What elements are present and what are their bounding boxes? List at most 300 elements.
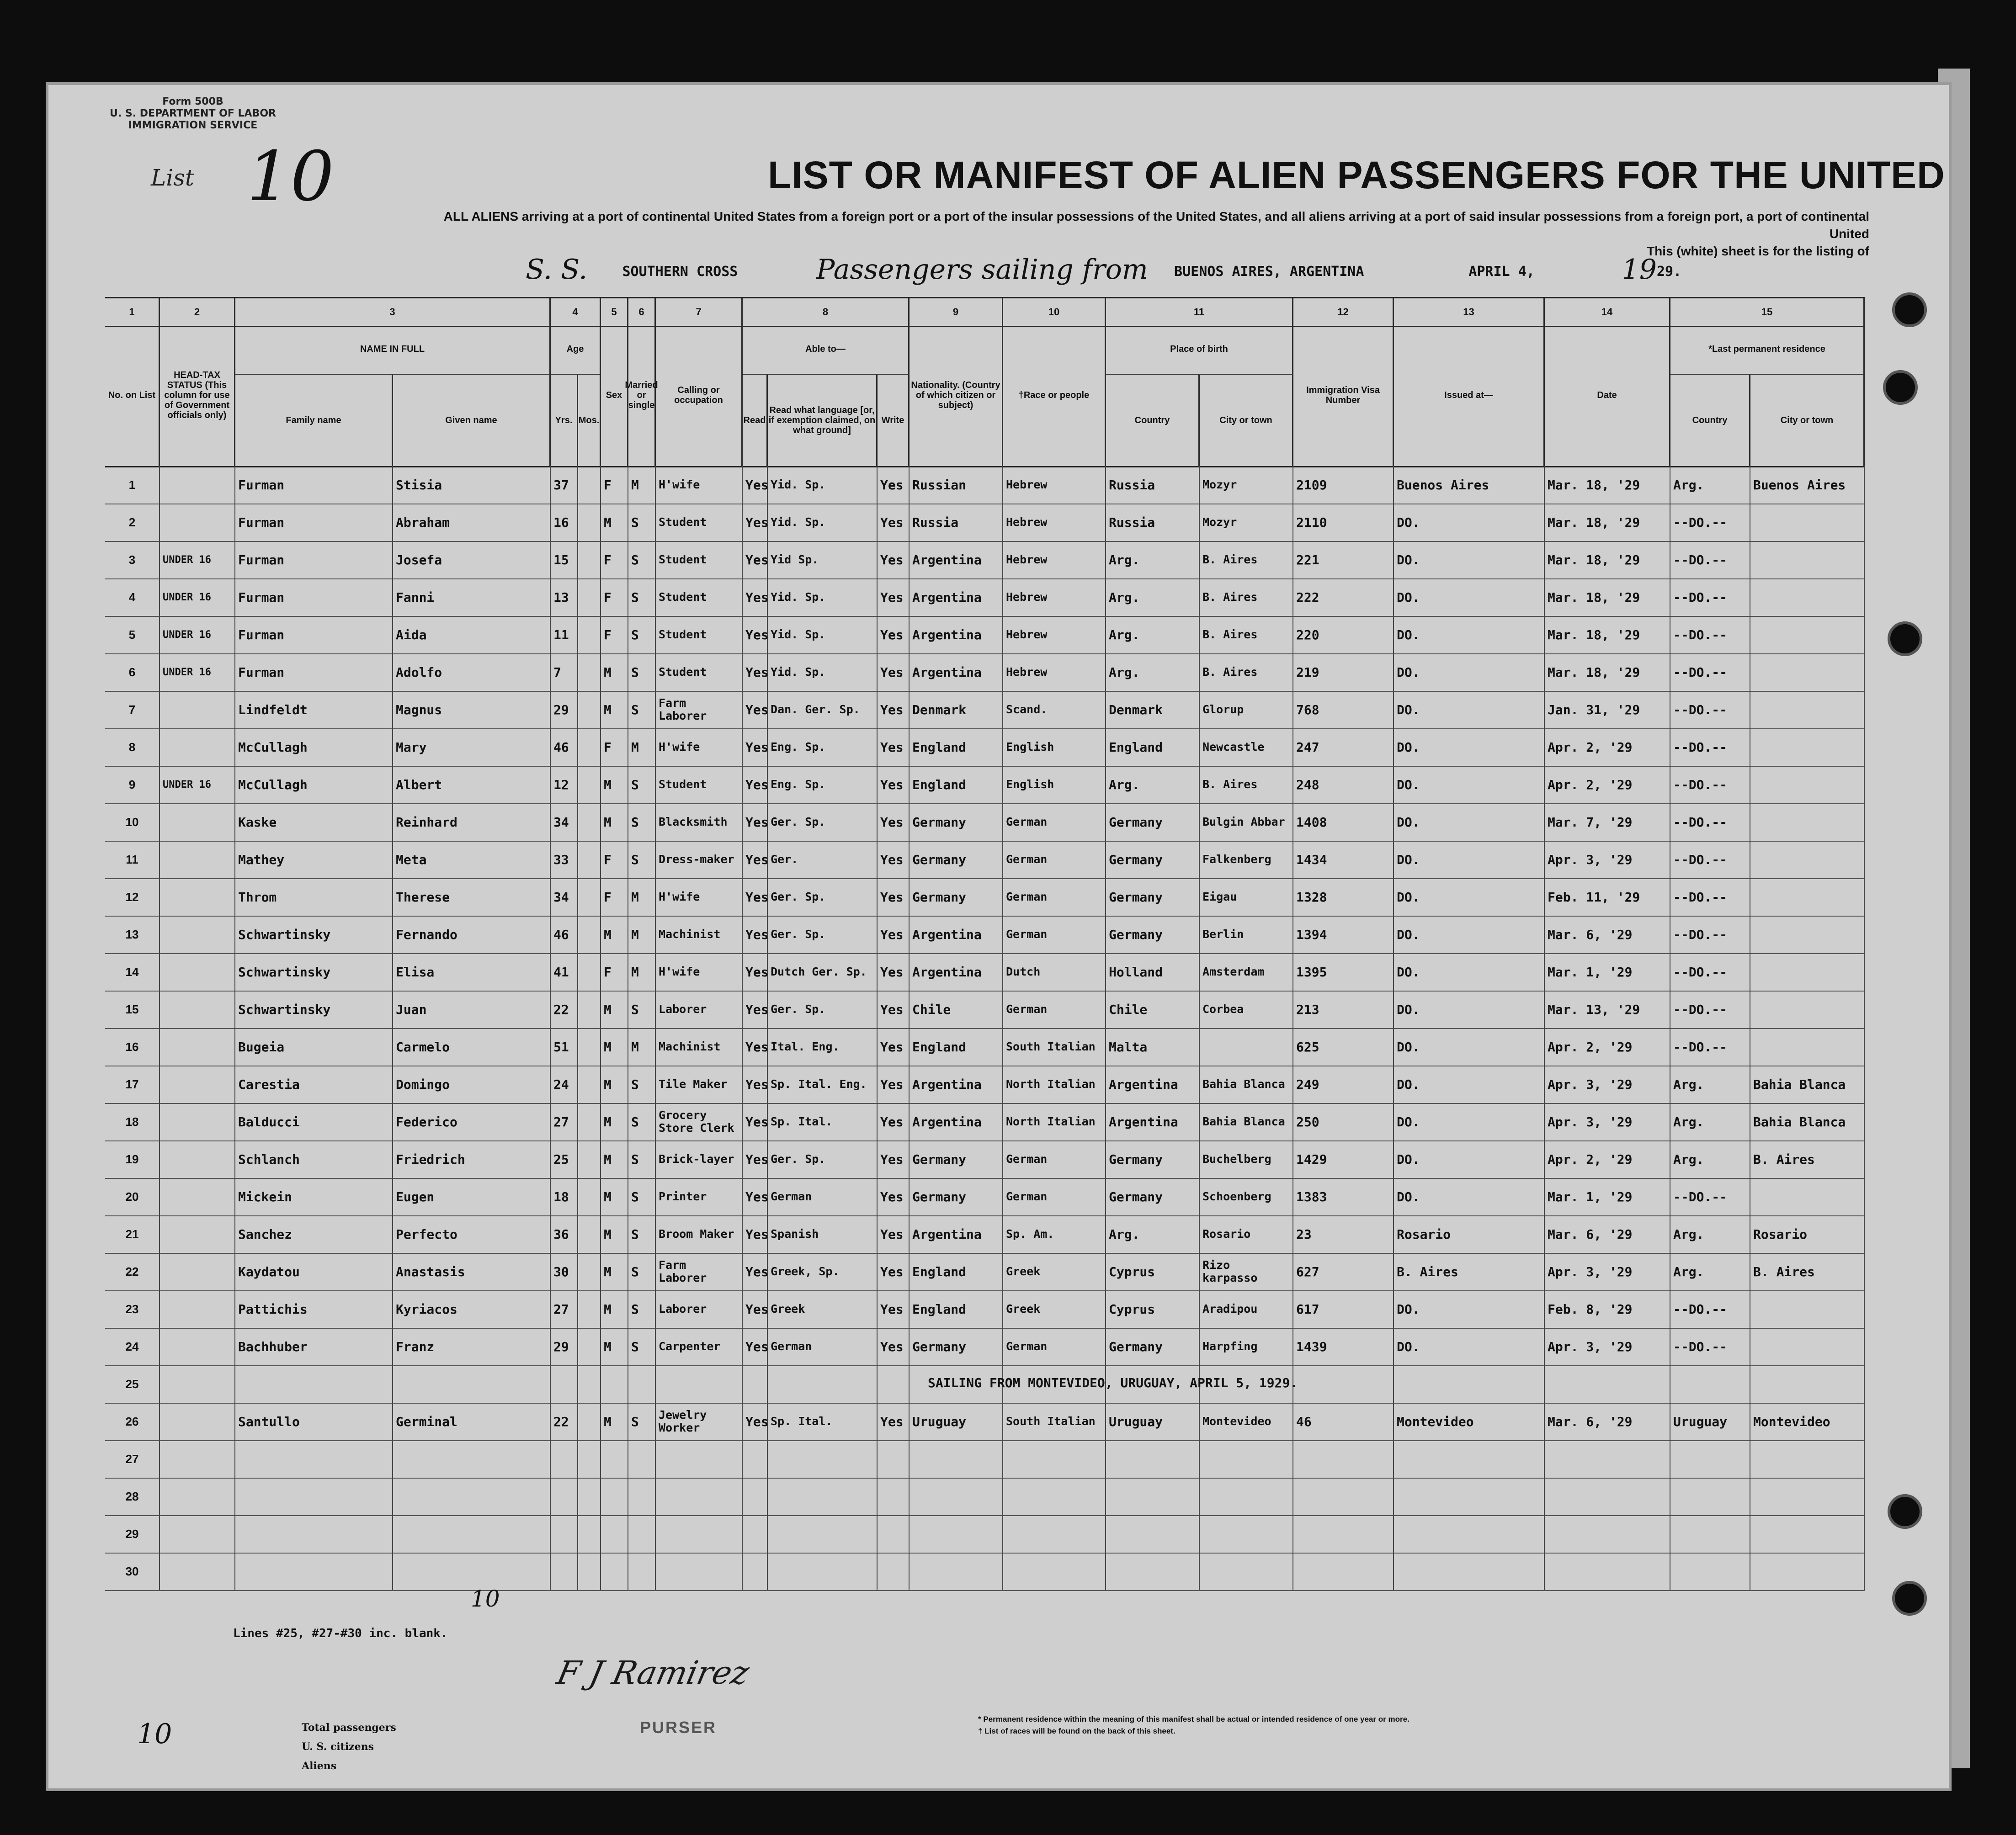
cell-read: Yes (743, 541, 768, 578)
table-row (105, 1478, 1865, 1516)
blank-lines-note: Lines #25, #27-#30 inc. blank. (233, 1627, 448, 1640)
cell-rcity (1750, 1553, 1865, 1590)
table-row (105, 1103, 1865, 1141)
cell-bcountry: Arg. (1106, 616, 1200, 653)
cell-issued: DO. (1394, 504, 1545, 541)
cell-date: Mar. 18, '29 (1545, 466, 1670, 504)
cell-read (743, 1365, 768, 1403)
cell-write: Yes (878, 953, 910, 991)
cell-tax (160, 1328, 235, 1365)
cell-issued (1394, 1440, 1545, 1478)
cell-lang: Yid. Sp. (768, 504, 878, 541)
cell-read: Yes (743, 1215, 768, 1253)
cell-issued: Rosario (1394, 1215, 1545, 1253)
cell-yrs (551, 1553, 578, 1590)
column-number: 2 (160, 298, 235, 326)
cell-date: Mar. 6, '29 (1545, 1215, 1670, 1253)
table-row (105, 1215, 1865, 1254)
cell-bcity: Berlin (1200, 916, 1293, 953)
cell-rcountry (1670, 1440, 1750, 1478)
cell-bcountry: Malta (1106, 1028, 1200, 1066)
cell-sex: F (601, 841, 628, 878)
cell-calling: Student (656, 653, 743, 691)
table-row (105, 1066, 1865, 1104)
cell-given: Fernando (393, 916, 551, 953)
cell-bcountry: Cyprus (1106, 1290, 1200, 1328)
residence-footnote: * Permanent residence within the meaning of this manifest shall be actual or intended residence of one year or more. (978, 1715, 1410, 1724)
cell-rcountry (1670, 1478, 1750, 1515)
cell-nat (910, 1553, 1003, 1590)
cell-race: South Italian (1003, 1403, 1106, 1440)
cell-family: Carestia (235, 1066, 393, 1103)
cell-no: 30 (105, 1553, 160, 1590)
cell-mos (578, 1553, 601, 1590)
cell-rcity: Rosario (1750, 1215, 1865, 1253)
cell-mos (578, 1365, 601, 1403)
cell-tax (160, 1290, 235, 1328)
cell-write: Yes (878, 728, 910, 766)
cell-visa: 1328 (1293, 878, 1394, 916)
cell-bcity (1200, 1028, 1293, 1066)
cell-ms: S (628, 616, 656, 653)
cell-date: Apr. 2, '29 (1545, 1140, 1670, 1178)
cell-ms (628, 1553, 656, 1590)
cell-read: Yes (743, 1178, 768, 1215)
column-number: 4 (551, 298, 601, 326)
cell-rcountry: --DO.-- (1670, 991, 1750, 1028)
cell-rcity (1750, 803, 1865, 841)
cell-family (235, 1440, 393, 1478)
cell-family: Furman (235, 541, 393, 578)
cell-bcountry: Cyprus (1106, 1253, 1200, 1290)
cell-sex: M (601, 653, 628, 691)
cell-bcountry: Denmark (1106, 691, 1200, 728)
cell-sex: M (601, 504, 628, 541)
cell-family: Throm (235, 878, 393, 916)
header-visa: Immigration Visa Number (1293, 324, 1394, 466)
cell-tax: UNDER 16 (160, 616, 235, 653)
cell-family: Balducci (235, 1103, 393, 1140)
cell-date: Feb. 8, '29 (1545, 1290, 1670, 1328)
cell-visa: 2109 (1293, 466, 1394, 504)
cell-bcountry: England (1106, 728, 1200, 766)
cell-bcountry: Germany (1106, 803, 1200, 841)
cell-nat: England (910, 766, 1003, 803)
cell-lang: Eng. Sp. (768, 728, 878, 766)
cell-calling: Laborer (656, 1290, 743, 1328)
header-married: Married or single (628, 324, 656, 466)
cell-yrs (551, 1478, 578, 1515)
cell-mos (578, 691, 601, 728)
cell-yrs: 46 (551, 916, 578, 953)
cell-family: McCullagh (235, 766, 393, 803)
cell-yrs: 11 (551, 616, 578, 653)
cell-issued: DO. (1394, 803, 1545, 841)
cell-sex: M (601, 1403, 628, 1440)
cell-read: Yes (743, 1290, 768, 1328)
cell-mos (578, 616, 601, 653)
cell-bcountry: Germany (1106, 1140, 1200, 1178)
cell-bcity: Corbea (1200, 991, 1293, 1028)
cell-bcity: Bahia Blanca (1200, 1066, 1293, 1103)
cell-tax (160, 916, 235, 953)
cell-sex: M (601, 1215, 628, 1253)
cell-tax (160, 728, 235, 766)
cell-sex: M (601, 1103, 628, 1140)
cell-write: Yes (878, 991, 910, 1028)
cell-rcity (1750, 1365, 1865, 1403)
cell-given: Stisia (393, 466, 551, 504)
cell-date: Apr. 2, '29 (1545, 766, 1670, 803)
column-number: 7 (656, 298, 743, 326)
cell-yrs: 30 (551, 1253, 578, 1290)
header-head-tax: HEAD-TAX STATUS (This column for use of Government officials only) (160, 324, 235, 466)
cell-mos (578, 1290, 601, 1328)
cell-rcity (1750, 991, 1865, 1028)
column-number: 13 (1394, 298, 1545, 326)
cell-no: 27 (105, 1440, 160, 1478)
cell-family: McCullagh (235, 728, 393, 766)
cell-mos (578, 653, 601, 691)
cell-mos (578, 466, 601, 504)
cell-given: Kyriacos (393, 1290, 551, 1328)
cell-ms: M (628, 466, 656, 504)
subtitle-line-1: ALL ALIENS arriving at a port of continental United States from a foreign port or a port of the insular possessions of the United States, and all aliens arriving at a port of said insular possessions from a foreign port, a port of continental United (443, 209, 1869, 241)
cell-yrs: 33 (551, 841, 578, 878)
cell-bcity (1200, 1440, 1293, 1478)
cell-bcity (1200, 1478, 1293, 1515)
header-country: Country (1106, 375, 1200, 466)
cell-tax (160, 504, 235, 541)
cell-bcountry: Argentina (1106, 1103, 1200, 1140)
cell-read: Yes (743, 766, 768, 803)
cell-bcountry (1106, 1478, 1200, 1515)
cell-visa: 1394 (1293, 916, 1394, 953)
cell-write: Yes (878, 803, 910, 841)
cell-lang: Ger. Sp. (768, 991, 878, 1028)
cell-nat: Argentina (910, 916, 1003, 953)
cell-tax (160, 1028, 235, 1066)
cell-lang: Ger. (768, 841, 878, 878)
cell-mos (578, 878, 601, 916)
aliens-label: Aliens (302, 1760, 337, 1772)
cell-date: Mar. 6, '29 (1545, 1403, 1670, 1440)
totals-block (302, 1718, 396, 1776)
cell-bcity: Rizo karpasso (1200, 1253, 1293, 1290)
cell-given (393, 1553, 551, 1590)
cell-yrs (551, 1365, 578, 1403)
cell-sex: M (601, 991, 628, 1028)
cell-nat: Argentina (910, 653, 1003, 691)
cell-tax (160, 1215, 235, 1253)
table-row (105, 578, 1865, 617)
cell-visa: 250 (1293, 1103, 1394, 1140)
cell-sex: M (601, 1328, 628, 1365)
purser-label: PURSER (640, 1718, 717, 1737)
cell-race: Dutch (1003, 953, 1106, 991)
cell-issued: DO. (1394, 653, 1545, 691)
cell-race: Hebrew (1003, 616, 1106, 653)
cell-lang (768, 1365, 878, 1403)
cell-calling: Blacksmith (656, 803, 743, 841)
cell-family: Furman (235, 578, 393, 616)
table-row (105, 504, 1865, 542)
cell-tax (160, 1478, 235, 1515)
cell-bcity: B. Aires (1200, 653, 1293, 691)
cell-given (393, 1365, 551, 1403)
cell-family (235, 1515, 393, 1553)
cell-no: 24 (105, 1328, 160, 1365)
year-suffix: 29. (1656, 263, 1682, 280)
table-row (105, 653, 1865, 692)
cell-calling (656, 1515, 743, 1553)
cell-calling: Dress-maker (656, 841, 743, 878)
cell-lang: Yid. Sp. (768, 578, 878, 616)
cell-yrs: 7 (551, 653, 578, 691)
cell-read: Yes (743, 1066, 768, 1103)
cell-lang: Ital. Eng. (768, 1028, 878, 1066)
header-read: Read (743, 375, 768, 466)
cell-yrs: 22 (551, 991, 578, 1028)
cell-write: Yes (878, 1290, 910, 1328)
cell-nat: England (910, 1290, 1003, 1328)
cell-lang: Sp. Ital. (768, 1103, 878, 1140)
cell-write: Yes (878, 1178, 910, 1215)
cell-tax (160, 878, 235, 916)
cell-family: Lindfeldt (235, 691, 393, 728)
cell-race: German (1003, 878, 1106, 916)
cell-bcity: Buchelberg (1200, 1140, 1293, 1178)
cell-race (1003, 1515, 1106, 1553)
cell-write: Yes (878, 1215, 910, 1253)
cell-ms: M (628, 953, 656, 991)
cell-visa: 768 (1293, 691, 1394, 728)
cell-sex: M (601, 1066, 628, 1103)
cell-no: 11 (105, 841, 160, 878)
cell-race (1003, 1440, 1106, 1478)
table-row (105, 916, 1865, 954)
column-number: 11 (1106, 298, 1293, 326)
cell-given: Josefa (393, 541, 551, 578)
cell-given: Anastasis (393, 1253, 551, 1290)
header-race: †Race or people (1003, 324, 1106, 466)
cell-nat: Germany (910, 1140, 1003, 1178)
cell-tax (160, 1440, 235, 1478)
cell-calling: H'wife (656, 728, 743, 766)
cell-bcity: Mozyr (1200, 466, 1293, 504)
cell-rcity (1750, 766, 1865, 803)
cell-bcity: Bahia Blanca (1200, 1103, 1293, 1140)
cell-yrs: 22 (551, 1403, 578, 1440)
cell-given: Federico (393, 1103, 551, 1140)
cell-nat: England (910, 1253, 1003, 1290)
cell-issued: Buenos Aires (1394, 466, 1545, 504)
cell-issued: DO. (1394, 766, 1545, 803)
cell-race: Hebrew (1003, 578, 1106, 616)
cell-sex: M (601, 916, 628, 953)
cell-rcity (1750, 878, 1865, 916)
cell-race: Hebrew (1003, 466, 1106, 504)
cell-rcountry: --DO.-- (1670, 1178, 1750, 1215)
cell-rcountry: Arg. (1670, 1066, 1750, 1103)
cell-given: Magnus (393, 691, 551, 728)
cell-lang: Yid. Sp. (768, 653, 878, 691)
cell-lang (768, 1440, 878, 1478)
cell-given (393, 1440, 551, 1478)
cell-write (878, 1440, 910, 1478)
cell-lang: Yid. Sp. (768, 466, 878, 504)
cell-sex: M (601, 1253, 628, 1290)
cell-rcity (1750, 541, 1865, 578)
cell-nat: Germany (910, 1178, 1003, 1215)
cell-given: Abraham (393, 504, 551, 541)
cell-given: Domingo (393, 1066, 551, 1103)
cell-write: Yes (878, 878, 910, 916)
cell-tax (160, 1365, 235, 1403)
cell-calling: Laborer (656, 991, 743, 1028)
cell-rcountry: --DO.-- (1670, 916, 1750, 953)
cell-nat: England (910, 728, 1003, 766)
cell-date: Mar. 13, '29 (1545, 991, 1670, 1028)
cell-no: 2 (105, 504, 160, 541)
cell-rcountry: --DO.-- (1670, 616, 1750, 653)
cell-bcountry: Arg. (1106, 578, 1200, 616)
cell-write: Yes (878, 466, 910, 504)
table-row (105, 953, 1865, 992)
cell-rcity (1750, 691, 1865, 728)
header-yrs: Yrs. (551, 375, 578, 466)
cell-issued: DO. (1394, 991, 1545, 1028)
cell-write: Yes (878, 1103, 910, 1140)
cell-read: Yes (743, 1140, 768, 1178)
cell-date: Apr. 3, '29 (1545, 1103, 1670, 1140)
cell-family: Bachhuber (235, 1328, 393, 1365)
cell-read: Yes (743, 916, 768, 953)
cell-date: Mar. 6, '29 (1545, 916, 1670, 953)
cell-date: Jan. 31, '29 (1545, 691, 1670, 728)
cell-mos (578, 1140, 601, 1178)
cell-read: Yes (743, 841, 768, 878)
cell-sex (601, 1440, 628, 1478)
cell-race: North Italian (1003, 1066, 1106, 1103)
cell-calling: H'wife (656, 878, 743, 916)
cell-issued: DO. (1394, 878, 1545, 916)
cell-write: Yes (878, 1403, 910, 1440)
cell-sex (601, 1478, 628, 1515)
cell-lang: German (768, 1328, 878, 1365)
ship-name: SOUTHERN CROSS (622, 263, 738, 280)
cell-ms: M (628, 916, 656, 953)
cell-rcountry (1670, 1515, 1750, 1553)
cell-calling: Brick-layer (656, 1140, 743, 1178)
column-number: 9 (910, 298, 1003, 326)
cell-bcity: Falkenberg (1200, 841, 1293, 878)
cell-no: 17 (105, 1066, 160, 1103)
year-prefix: 19 (1622, 254, 1657, 286)
cell-calling: Broom Maker (656, 1215, 743, 1253)
cell-mos (578, 1328, 601, 1365)
cell-calling: H'wife (656, 466, 743, 504)
cell-mos (578, 841, 601, 878)
cell-write (878, 1515, 910, 1553)
cell-bcity: Rosario (1200, 1215, 1293, 1253)
cell-rcountry: --DO.-- (1670, 541, 1750, 578)
cell-rcountry: --DO.-- (1670, 653, 1750, 691)
race-footnote: † List of races will be found on the back of this sheet. (978, 1727, 1176, 1735)
cell-read: Yes (743, 803, 768, 841)
cell-tax (160, 1515, 235, 1553)
cell-date: Apr. 3, '29 (1545, 1066, 1670, 1103)
cell-write (878, 1553, 910, 1590)
cell-issued: Montevideo (1394, 1403, 1545, 1440)
cell-lang: Dutch Ger. Sp. (768, 953, 878, 991)
cell-visa (1293, 1365, 1394, 1403)
cell-issued: DO. (1394, 578, 1545, 616)
cell-given: Meta (393, 841, 551, 878)
cell-no: 3 (105, 541, 160, 578)
cell-write: Yes (878, 1028, 910, 1066)
cell-bcountry: Germany (1106, 1178, 1200, 1215)
cell-date: Apr. 3, '29 (1545, 1253, 1670, 1290)
cell-date: Mar. 1, '29 (1545, 1178, 1670, 1215)
cell-given: Friedrich (393, 1140, 551, 1178)
cell-family: Furman (235, 653, 393, 691)
cell-no: 25 (105, 1365, 160, 1403)
cell-visa: 2110 (1293, 504, 1394, 541)
cell-lang: Yid. Sp. (768, 616, 878, 653)
page-subtitle (430, 208, 1869, 260)
cell-bcountry: Germany (1106, 916, 1200, 953)
cell-ms (628, 1478, 656, 1515)
cell-ms (628, 1515, 656, 1553)
table-row (105, 1178, 1865, 1216)
cell-visa (1293, 1515, 1394, 1553)
cell-sex: F (601, 953, 628, 991)
cell-read (743, 1440, 768, 1478)
cell-lang: Eng. Sp. (768, 766, 878, 803)
cell-visa: 1429 (1293, 1140, 1394, 1178)
cell-tax: UNDER 16 (160, 653, 235, 691)
cell-mos (578, 1028, 601, 1066)
cell-rcity (1750, 653, 1865, 691)
cell-date (1545, 1478, 1670, 1515)
cell-yrs: 16 (551, 504, 578, 541)
cell-tax (160, 803, 235, 841)
table-row (105, 1328, 1865, 1366)
cell-read: Yes (743, 1403, 768, 1440)
cell-write: Yes (878, 766, 910, 803)
cell-rcountry: Arg. (1670, 1215, 1750, 1253)
cell-calling: Grocery Store Clerk (656, 1103, 743, 1140)
cell-ms: S (628, 1178, 656, 1215)
cell-lang: Ger. Sp. (768, 1140, 878, 1178)
cell-tax: UNDER 16 (160, 578, 235, 616)
cell-family: Furman (235, 504, 393, 541)
cell-ms: S (628, 766, 656, 803)
cell-ms: S (628, 1328, 656, 1365)
cell-read: Yes (743, 466, 768, 504)
cell-mos (578, 991, 601, 1028)
cell-read: Yes (743, 578, 768, 616)
cell-tax (160, 691, 235, 728)
table-row (105, 991, 1865, 1029)
cell-no: 29 (105, 1515, 160, 1553)
cell-ms: S (628, 653, 656, 691)
cell-sex: M (601, 1178, 628, 1215)
cell-rcity (1750, 1440, 1865, 1478)
cell-visa: 1434 (1293, 841, 1394, 878)
cell-visa (1293, 1478, 1394, 1515)
